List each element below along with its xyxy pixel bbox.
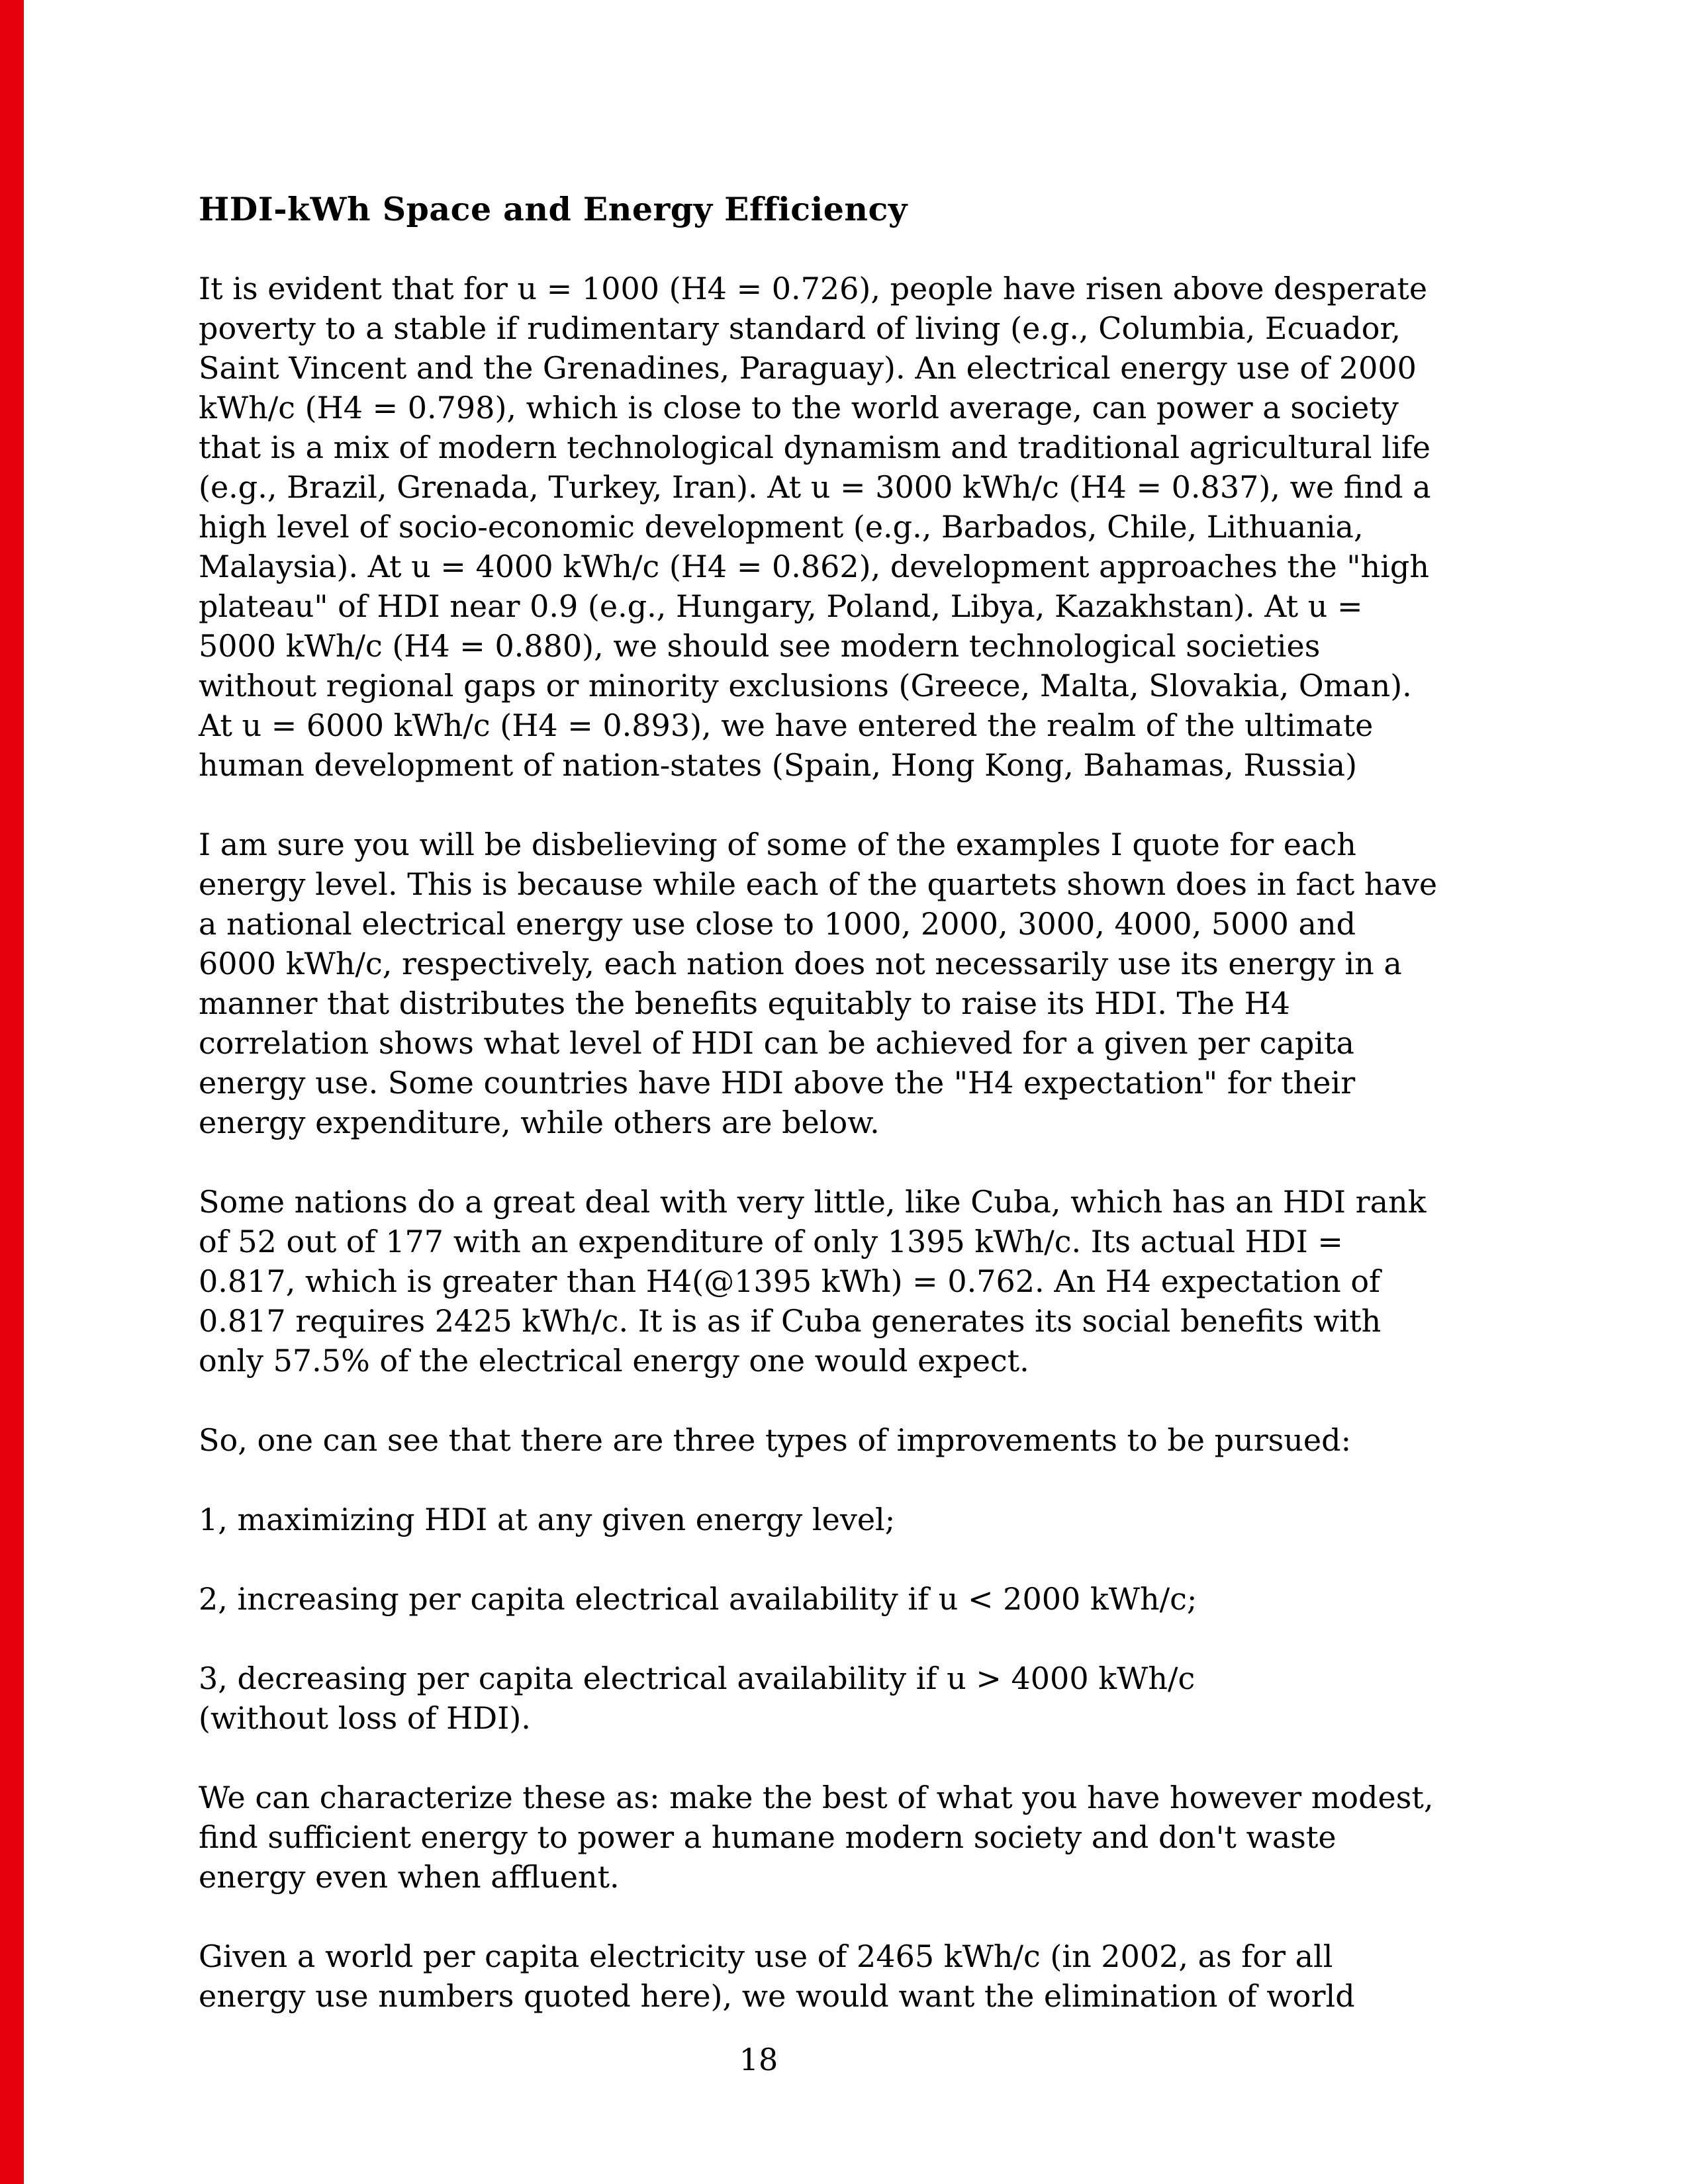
paragraph-4	[199, 1420, 1523, 1460]
text-line: energy use numbers quoted here), we would want the elimination of world	[199, 1978, 1355, 2014]
text-line: So, one can see that there are three types of improvements to be pursued:	[199, 1422, 1352, 1458]
text-line: 2, increasing per capita electrical availability if u < 2000 kWh/c;	[199, 1581, 1197, 1617]
text-line: Some nations do a great deal with very little, like Cuba, which has an HDI rank	[199, 1184, 1427, 1220]
text-line: only 57.5% of the electrical energy one would expect.	[199, 1343, 1029, 1379]
text-line: 0.817 requires 2425 kWh/c. It is as if Cuba generates its social benefits with	[199, 1303, 1382, 1339]
text-line: At u = 6000 kWh/c (H4 = 0.893), we have entered the realm of the ultimate	[199, 707, 1374, 743]
text-line: without regional gaps or minority exclusions (Greece, Malta, Slovakia, Oman).	[199, 668, 1412, 704]
text-line: correlation shows what level of HDI can be achieved for a given per capita	[199, 1025, 1354, 1061]
text-line: Malaysia). At u = 4000 kWh/c (H4 = 0.862), development approaches the "high	[199, 549, 1429, 584]
page-number: 18	[739, 2042, 778, 2077]
text-line: energy even when affluent.	[199, 1859, 620, 1895]
text-line: We can characterize these as: make the best of what you have however modest,	[199, 1780, 1434, 1815]
text-line: that is a mix of modern technological dynamism and traditional agricultural life	[199, 430, 1430, 465]
text-line: energy use. Some countries have HDI above the "H4 expectation" for their	[199, 1065, 1356, 1101]
page-content	[199, 189, 1523, 2056]
text-line: plateau" of HDI near 0.9 (e.g., Hungary, Poland, Libya, Kazakhstan). At u =	[199, 588, 1363, 624]
paragraph-3	[199, 1182, 1523, 1381]
text-line: kWh/c (H4 = 0.798), which is close to the world average, can power a society	[199, 390, 1399, 426]
text-line: poverty to a stable if rudimentary standard of living (e.g., Columbia, Ecuador,	[199, 310, 1401, 346]
text-line: manner that distributes the benefits equitably to raise its HDI. The H4	[199, 985, 1291, 1021]
text-line: high level of socio-economic development (e.g., Barbados, Chile, Lithuania,	[199, 509, 1364, 545]
section-heading: HDI-kWh Space and Energy Efficiency	[199, 190, 908, 228]
text-line: It is evident that for u = 1000 (H4 = 0.726), people have risen above desperate	[199, 271, 1428, 306]
text-line: Given a world per capita electricity use of 2465 kWh/c (in 2002, as for all	[199, 1938, 1333, 1974]
text-line: 5000 kWh/c (H4 = 0.880), we should see modern technological societies	[199, 628, 1321, 664]
text-line: energy expenditure, while others are below.	[199, 1105, 880, 1140]
text-line: of 52 out of 177 with an expenditure of only 1395 kWh/c. Its actual HDI =	[199, 1224, 1343, 1259]
text-line: energy level. This is because while each of the quartets shown does in fact have	[199, 866, 1438, 902]
list-item-1	[199, 1500, 1523, 1539]
text-line: a national electrical energy use close to 1000, 2000, 3000, 4000, 5000 and	[199, 906, 1356, 942]
list-item-3	[199, 1659, 1523, 1738]
text-line: (e.g., Brazil, Grenada, Turkey, Iran). At u = 3000 kWh/c (H4 = 0.837), we find a	[199, 469, 1431, 505]
text-line: human development of nation-states (Spain, Hong Kong, Bahamas, Russia)	[199, 747, 1358, 783]
text-line: find sufficient energy to power a humane modern society and don't waste	[199, 1819, 1336, 1855]
paragraph-1	[199, 269, 1523, 785]
left-edge-red-stripe	[0, 0, 24, 2184]
paragraph-6	[199, 1936, 1523, 2016]
paragraph-5	[199, 1778, 1523, 1897]
text-line: 6000 kWh/c, respectively, each nation does not necessarily use its energy in a	[199, 946, 1402, 981]
list-item-2	[199, 1579, 1523, 1619]
text-line: 1, maximizing HDI at any given energy level;	[199, 1502, 896, 1537]
text-line: Saint Vincent and the Grenadines, Paraguay). An electrical energy use of 2000	[199, 350, 1417, 386]
text-line: 0.817, which is greater than H4(@1395 kWh) = 0.762. An H4 expectation of	[199, 1263, 1381, 1299]
paragraph-2	[199, 825, 1523, 1142]
text-line: (without loss of HDI).	[199, 1700, 531, 1736]
text-line: 3, decreasing per capita electrical availability if u > 4000 kWh/c	[199, 1661, 1196, 1696]
text-line: I am sure you will be disbelieving of some of the examples I quote for each	[199, 827, 1356, 862]
